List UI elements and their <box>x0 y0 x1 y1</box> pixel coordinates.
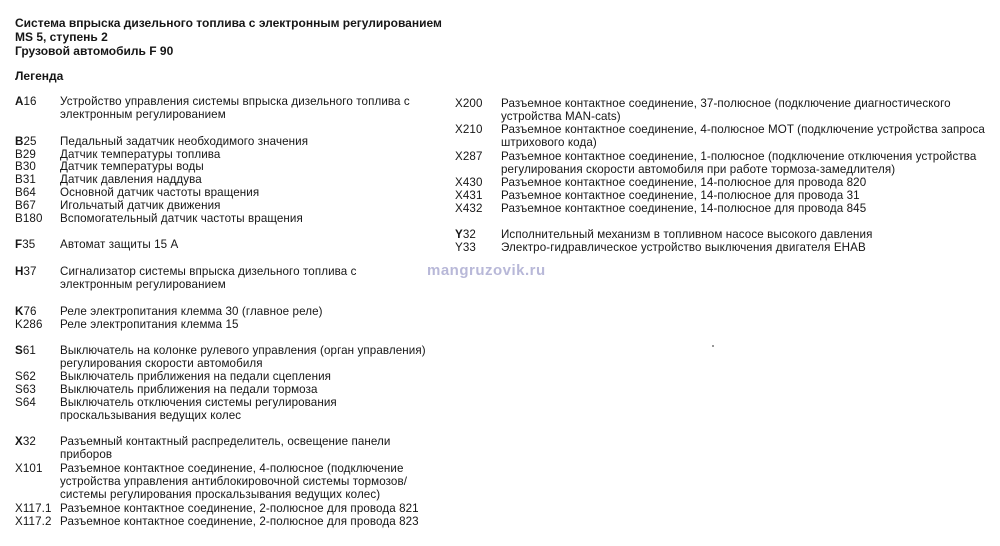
component-number: 76 <box>23 305 37 318</box>
component-letter: Y <box>455 241 463 254</box>
description-line: электронным регулированием <box>60 277 226 291</box>
component-number: 117.1 <box>22 502 52 515</box>
component-description <box>501 151 976 177</box>
component-description <box>60 187 259 200</box>
component-letter: X <box>15 462 23 475</box>
component-code <box>15 436 36 449</box>
component-code <box>15 200 36 213</box>
component-description <box>60 200 221 213</box>
description-line: системы регулирования проскальзывания ведущих колес) <box>60 487 381 501</box>
component-number: 67 <box>22 199 36 212</box>
component-number: 32 <box>462 228 476 241</box>
component-letter: Y <box>455 228 463 241</box>
component-number: 180 <box>22 212 43 225</box>
component-code <box>15 503 52 516</box>
description-line: Электро-гидравлическое устройство выключения двигателя EHAB <box>501 241 866 254</box>
description-line: Основной датчик частоты вращения <box>60 186 260 199</box>
component-code <box>15 213 43 226</box>
component-number: 210 <box>462 123 483 136</box>
component-code <box>455 151 483 164</box>
component-letter: X <box>455 150 463 163</box>
description-line: Разъемное контактное соединение, 4-полюсное (подключение <box>60 462 404 475</box>
component-number: 31 <box>22 173 36 186</box>
component-code <box>455 190 483 203</box>
description-line: штрихового кода) <box>501 135 597 149</box>
component-code <box>15 345 36 358</box>
component-description <box>60 516 419 529</box>
component-number: 287 <box>462 150 483 163</box>
watermark-text: mangruzovik.ru <box>427 262 546 279</box>
description-line: Устройство управления системы впрыска дизельного топлива с <box>60 95 410 108</box>
component-letter: X <box>15 435 23 448</box>
component-letter: B <box>15 135 24 148</box>
component-letter: B <box>15 160 23 173</box>
component-number: 30 <box>22 160 36 173</box>
component-number: 101 <box>22 462 43 475</box>
component-letter: B <box>15 212 23 225</box>
component-number: 32 <box>22 435 36 448</box>
description-line: Датчик температуры воды <box>60 160 204 173</box>
component-code <box>15 266 37 279</box>
component-letter: X <box>455 202 463 215</box>
description-line: Реле электропитания клемма 30 (главное реле) <box>60 305 323 318</box>
component-code <box>15 239 35 252</box>
component-letter: B <box>15 186 23 199</box>
scan-speck <box>712 345 714 347</box>
component-description <box>60 345 426 371</box>
component-letter: S <box>15 344 23 357</box>
component-code <box>15 516 52 529</box>
description-line: Разъемное контактное соединение, 14-полюсное для провода 845 <box>501 202 867 215</box>
component-number: 29 <box>22 148 36 161</box>
component-number: 432 <box>462 202 483 215</box>
component-description <box>501 98 951 124</box>
component-description <box>60 397 337 423</box>
component-description <box>501 229 872 242</box>
description-line: приборов <box>60 447 113 461</box>
component-code <box>455 98 483 111</box>
component-letter: S <box>15 396 23 409</box>
component-letter: X <box>455 176 463 189</box>
component-code <box>15 136 37 149</box>
component-description <box>60 239 178 252</box>
component-number: 35 <box>22 238 36 251</box>
component-letter: B <box>15 199 23 212</box>
component-description <box>501 124 985 150</box>
description-line: Выключатель приближения на педали сцепления <box>60 370 332 383</box>
component-code <box>15 371 36 384</box>
component-letter: B <box>15 173 23 186</box>
component-description <box>60 319 239 332</box>
component-number: 63 <box>22 383 36 396</box>
component-number: 286 <box>22 318 43 331</box>
description-line: Датчик давления наддува <box>60 173 202 186</box>
description-line: Разъемное контактное соединение, 2-полюсное для провода 823 <box>60 515 419 528</box>
component-number: 117.2 <box>22 515 52 528</box>
component-code <box>15 174 36 187</box>
component-description <box>60 306 323 319</box>
description-line: Разъемное контактное соединение, 1-полюсное (подключение отключения устройства <box>501 150 977 163</box>
component-code <box>15 384 36 397</box>
component-description <box>60 213 303 226</box>
component-code <box>15 96 37 109</box>
legend-heading: Легенда <box>15 69 64 83</box>
description-line: устройства MAN-cats) <box>501 109 621 123</box>
description-line: Датчик температуры топлива <box>60 148 221 161</box>
component-letter: A <box>15 95 24 108</box>
description-line: Реле электропитания клемма 15 <box>60 318 239 331</box>
description-line: Педальный задатчик необходимого значения <box>60 135 309 148</box>
component-letter: X <box>15 502 23 515</box>
description-line: устройства управления антиблокировочной системы тормозов/ <box>60 474 408 488</box>
description-line: Выключатель приближения на педали тормоза <box>60 383 318 396</box>
component-description <box>60 463 407 501</box>
component-number: 431 <box>462 189 483 202</box>
component-code <box>455 242 476 255</box>
description-line: Разъемное контактное соединение, 4-полюсное MOT (подключение устройства запроса <box>501 123 985 136</box>
description-line: Выключатель на колонке рулевого управления (орган управления) <box>60 344 426 357</box>
component-description <box>501 203 866 216</box>
component-letter: S <box>15 383 23 396</box>
document-title-line1: Система впрыска дизельного топлива с электронным регулированием <box>15 16 442 30</box>
component-code <box>15 397 36 410</box>
component-number: 200 <box>462 97 483 110</box>
component-code <box>455 124 483 137</box>
component-number: 64 <box>22 186 36 199</box>
component-description <box>501 177 866 190</box>
component-code <box>455 229 476 242</box>
description-line: Разъемное контактное соединение, 37-полюсное (подключение диагностического <box>501 97 951 110</box>
component-description <box>60 384 318 397</box>
component-letter: X <box>455 189 463 202</box>
component-letter: F <box>15 238 23 251</box>
description-line: Разъемное контактное соединение, 14-полюсное для провода 31 <box>501 189 860 202</box>
component-code <box>455 177 483 190</box>
component-letter: B <box>15 148 23 161</box>
component-description <box>60 136 308 149</box>
component-letter: H <box>15 265 24 278</box>
component-number: 62 <box>22 370 36 383</box>
component-description <box>60 503 419 516</box>
component-number: 25 <box>23 135 37 148</box>
component-letter: X <box>455 97 463 110</box>
component-code <box>455 203 483 216</box>
component-description <box>60 266 357 292</box>
description-line: Выключатель отключения системы регулирования <box>60 396 337 409</box>
description-line: Автомат защиты 15 А <box>60 238 179 251</box>
component-code <box>15 463 43 476</box>
component-code <box>15 187 36 200</box>
description-line: регулирования скорости автомобиля <box>60 356 263 370</box>
description-line: Игольчатый датчик движения <box>60 199 221 212</box>
component-description <box>60 174 202 187</box>
component-letter: S <box>15 370 23 383</box>
description-line: регулирования скорости автомобиля при работе тормоза-замедлителя) <box>501 162 896 176</box>
description-line: проскальзывания ведущих колес <box>60 408 242 422</box>
component-number: 16 <box>23 95 37 108</box>
component-number: 430 <box>462 176 483 189</box>
component-number: 61 <box>22 344 36 357</box>
document-title-line2: MS 5, ступень 2 <box>15 30 108 44</box>
component-number: 64 <box>22 396 36 409</box>
component-letter: X <box>15 515 23 528</box>
description-line: Исполнительный механизм в топливном насосе высокого давления <box>501 228 873 241</box>
component-description <box>60 161 204 174</box>
description-line: Сигнализатор системы впрыска дизельного топлива с <box>60 265 357 278</box>
description-line: Разъемный контактный распределитель, освещение панели <box>60 435 391 448</box>
component-description <box>60 436 390 462</box>
component-letter: X <box>455 123 463 136</box>
component-number: 37 <box>23 265 37 278</box>
description-line: Разъемное контактное соединение, 14-полюсное для провода 820 <box>501 176 867 189</box>
component-code <box>15 161 36 174</box>
description-line: электронным регулированием <box>60 107 226 121</box>
document-title-line3: Грузовой автомобиль F 90 <box>15 44 174 58</box>
description-line: Разъемное контактное соединение, 2-полюсное для провода 821 <box>60 502 419 515</box>
component-code <box>15 319 43 332</box>
component-description <box>60 96 410 122</box>
component-description <box>60 371 331 384</box>
component-number: 33 <box>462 241 476 254</box>
component-code <box>15 306 37 319</box>
component-description <box>501 242 866 255</box>
description-line: Вспомогательный датчик частоты вращения <box>60 212 303 225</box>
component-letter: K <box>15 305 24 318</box>
component-description <box>501 190 860 203</box>
component-letter: K <box>15 318 23 331</box>
